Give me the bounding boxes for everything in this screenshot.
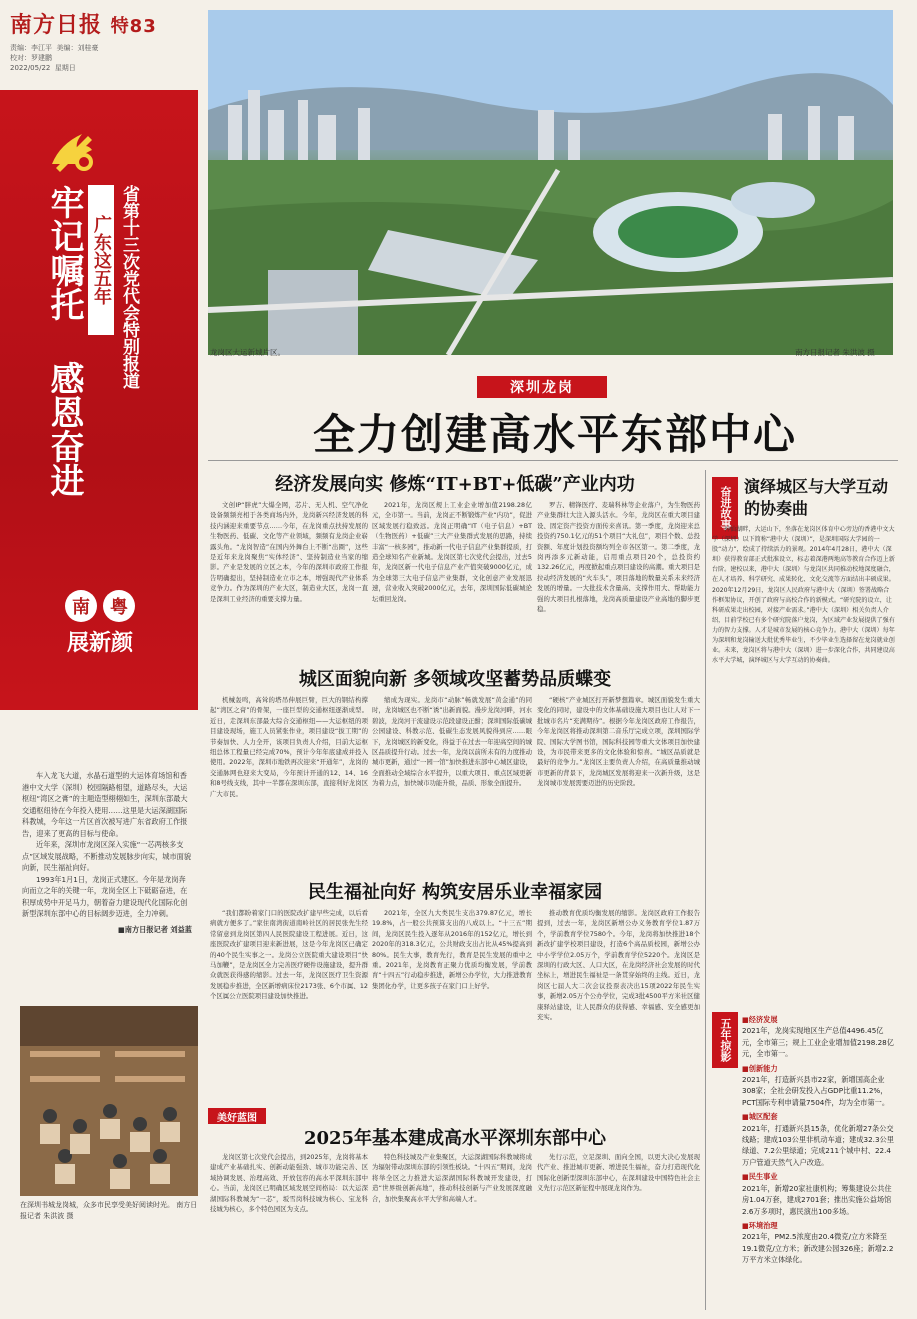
five-years-tag: 五年掠影 — [712, 1012, 738, 1068]
article-column: 缩成为现实。龙岗市“动脉”畅就发展“黄金通”的同时，龙岗城区也不断“诱”出新面貌。漫步龙岗河畔，河水碧波，龙岗河干流建设示范段建设正酣；深圳国际低碳城公园建设、科教示范、低碳生态发展风貌得到应……眼下，龙岗城区的新变化，得益于在过去一年迎高空间的城区品质提升行动。过去一年，龙岗以前所未有的力度推动城市更新，通过“一园一馆”加快推进东部中心城区建设，全面推动全域综合水平提升，以重大项目、重点区域更新为着力点，加快城市功能升级，品质、形象全面提升。 — [372, 696, 532, 788]
headline: 全力创建高水平东部中心 — [312, 410, 797, 459]
region-tag — [40, 590, 160, 657]
lede-paragraph: 车入龙飞大道，水晶石道型的大运体育场馆和香港中文大学（深圳）校园隔路相望，道路尽头，大运枢纽“湾区之膏”的主题造型栩栩如生，深圳东部最大交通枢纽待在今年投入使用……这里是大运深湖国际科教城，今年这一片区首次被写进广东省政府工作报告，迎来了更高的目标与使命。 — [22, 771, 188, 838]
fact-body: 2021年，新增20家社康机构；筹集建设公共住房1.04万套，建成2701套；推出实施公益场馆2.6万多项时，惠民演出100多场。 — [742, 1183, 892, 1216]
fact-heading: ■经济发展 — [742, 1015, 778, 1024]
article-column: 先行示范，立足深圳、面向全国，以更大决心发展现代产业、推进城市更新、增进民生福祉，奋力打造现代化国际化创新型深圳东部中心，在深圳建设中国特色社会主义先行示范区新征程中展现龙岗作为。 — [537, 1153, 700, 1193]
side-story-tag: 奋进故事 — [712, 477, 738, 539]
fact-heading: ■环境治理 — [742, 1220, 778, 1230]
fact-heading: ■民生事业 — [742, 1172, 778, 1182]
article-column: “我们都盼着家门口的医院改扩建早些完成，以后看病就方便多了。”家住南湾街道南岭社区的居民张先生经常留意到龙岗区第四人民医院建设工程进展。近日，这座医院改扩建项目迎来新进展，这是今年龙岗区已确定的40个民生实事之一。龙岗公立医院重大建设项目“快马加鞭”，是龙岗区全力完善医疗硬件设施建设，提升群众就医获得感的缩影。过去一年，龙岗区医疗卫生资源发展稳步推进，全区新增病床位2173张、6个市属、12个区属公立医院项目建设加快推进。 — [210, 909, 368, 1001]
beauty-tag: 美好蓝图 — [208, 1108, 266, 1124]
article-column: 罗吉、精锋医疗、麦瑞科林等企业落户，为生物医药产业集群壮大注入源头活水。今年，龙岗区在重大项目建设、固定资产投资方面传来喜讯。第一季度，龙岗迎来总投资约750.1亿元的51个项目“大礼包”，项目个数、总投资额、年度计划投资额均列全市各区第一。第二季度，龙岗再添多元新动能，启用重点项目20个，总投资约132.26亿元，再度掀起重点项目建设的高潮。重大项目是拉动经济发展的“火车头”，项目落地的数量关系未来经济发展的增量。一大批技术含量高、支撑作用大、帮助能力强的大项目扎根落地，龙岗高质量建设产业高地的脚步更稳。 — [537, 501, 700, 614]
lede-paragraph: 近年来，深圳市龙岗区深入实施“一芯两核多支点”区域发展战略，不断推动发展脉步向实，城市面貌向新，民生福祉向好。 — [22, 840, 192, 872]
section-title: 民生福祉向好 构筑安居乐业幸福家园 — [307, 882, 603, 903]
slogan: 牢记嘱托 感恩奋进 — [44, 185, 84, 497]
lede-paragraph: 1993年1月1日，龙岗正式建区。今年是龙岗奔向而立之年的关键一年，龙岗全区上下砥砺奋进，在积厚成势中开足马力，朝着奋力建设现代化国际化创新型深圳东部中心的目标阔步迈进，全力冲刺。 — [22, 874, 188, 918]
article-column: 特色科技城及产业集聚区，大运深湖国际科教城将成为辐射带动深圳东部的引领性板块。“十四五”期间，龙岗将举全区之力推进大运深湖国际科教城开发建设，打造“世界级创新高地”，推动科技创新与产业发展深度融合，加快集聚高水平大学和高端人才。 — [372, 1153, 532, 1203]
bookstore-photo-caption: 在深圳书城龙岗城，众多市民享受美好阅读时光。 南方日报记者 朱洪波 摄 — [20, 1201, 198, 1220]
fact-body: 2021年，龙岗实现地区生产总值4496.45亿元，全市第三；规上工业企业增加值2198.28亿元，全市第一。 — [742, 1026, 894, 1059]
report-subtitle: 省第十三次党代会特别报道 — [119, 185, 139, 389]
lede — [22, 770, 192, 935]
bookstore-photo — [20, 1006, 198, 1196]
column-divider — [705, 470, 706, 1310]
side-story-text: 神仙湖畔，大运山下，坐落在龙岗区体育中心旁边的香港中文大学（深圳）以下简称“港中大（深圳）”，是深圳国际大学园的一股“动力”，绘成了持续活力的景观。2014年4月28日，港中大（深圳）获得教育部正式批准设立，标志着深港两地高等教育合作迈上新台阶。建校以来，港中大（深圳）与龙岗区共同推动校地深度融合，在人才培养、科学研究、成果转化、文化交流等方面结出丰硕成果。2020年12月29日，龙岗区人民政府与港中大（深圳）签署战略合作框架协议，开创了政府与高校合作的新模式。“研究院的设立，让科研成果走出校园，对接产业需求。”港中大（深圳）相关负责人介绍，目前学校已有多个研究院落户龙岗，为区域产业发展提供了强有力的智力支撑。人才是城市发展的核心竞争力。港中大（深圳）每年为深圳和龙岗输送大批优秀毕业生，不少毕业生选择留在龙岗就业创业。未来，龙岗区将与港中大（深圳）进一步深化合作，共同建设高水平大学城，演绎城区与大学互动的协奏曲。 — [712, 526, 895, 665]
fact-heading: ■创新能力 — [742, 1063, 778, 1073]
side-story-title: 演绎城区与大学互动的协奏曲 — [744, 477, 889, 518]
fact-body: 2021年，PM2.5浓度由20.4微克/立方米降至19.1微克/立方米；新改建公园326座；新增2.2万平方米立体绿化。 — [742, 1232, 894, 1265]
region-char: 粤 — [103, 590, 135, 622]
kicker: 深圳龙岗 — [477, 376, 607, 398]
main-photo — [208, 10, 893, 355]
article-column: 机械轰鸣，高耸的塔吊伸展巨臂，巨大的钢结构撑起“湾区之膏”的骨架，一座巨型的交通枢纽逐渐成型。近日，走深圳东部最大综合交通枢纽——大运枢纽的项目建设现场，施工人员紧张作业，项目建设“拔工期”的节奏加快、人力全开，该项目负责人介绍，目前大运枢纽总体工程量已经完成70%，预计今年年底建成并投入使用。2022年，深圳市地铁再次迎来“开通年”，龙岗的交通脉网也迎来大变局，今年预计开通的12、14、16和8号线支线，其中一半都在深圳东部，直接利好龙岗区广大市民。 — [210, 696, 368, 798]
article-column: 2021年，龙岗区规上工业企业增加值2198.28亿元，全市第一。当前，龙岗正不断锻炼产业“内功”，促进区域发展行稳致远。龙岗正明确“IT（电子信息）+BT（生物医药）+低碳”三大产业集群式发展的思路，持续丰富“一核多园”，推动新一代电子信息产业集群提质，打造全球知名产业新城。龙岗区第七次党代会提出，过去5年，龙岗区新一代电子信息产业产值突破9000亿元，成为全球第三大电子信息产业集群，文化创意产业发展迅速，营业收入突破2000亿元，去年，深圳国际低碳城论坛重回龙岗。 — [372, 501, 532, 603]
article-column: 推动教育优质均衡发展的缩影。龙岗区政府工作报告提到，过去一年，龙岗区新增公办义务教育学位1.87万个，学前教育学位7580个。今年，龙岗将加快推进18个新改扩建学校项目建设，打造6个高品质校园，新增公办中小学学位2.05万个，学前教育学位5220个。龙岗区是深圳的行政大区、人口大区，在龙岗经济社会发展的时代坐标上，增进民生福祉是一条贯穿始终的主线。近日，龙岗区七届人大二次会议投票表决出15项2022年民生实事，新增2.05万个公办学位，完成3批4500平方米社区健康驿站建设，让人民群众的获得感、幸福感、安全感更加充实。 — [537, 909, 700, 1022]
article-column: 2021年，全区九大类民生支出379.87亿元，增长19.8%，占一般公共预算支出的八成以上。“十三五”期间，龙岗区民生投入逐年从2016年的152亿元，增长到2020年的318.3亿元，公共财政支出占比从45%提高到80%。民生大事，教育先行，教育是民生发展的重中之重。2021年，龙岗教育正聚力优质均衡发展，学前教育“十四五”行动稳步推进，新增公办学位，大力推进教育集团化办学，让更多孩子在家门口上好学。 — [372, 909, 532, 990]
fact-body: 2021年，打造新兴县市22家，新增国高企业308家；全社会研发投入占GDP比重11.2%，PCT国际专利申请量7504件，均为全市第一。 — [742, 1075, 890, 1107]
main-photo-credit: 南方日报记者 朱洪波 摄 — [795, 348, 875, 357]
newspaper-logo: 南方日报 特83 — [10, 12, 157, 38]
article-column: “硬核”产业城区打开新梦想篇章。城区面貌发生重大变化的同时，建设中的文体基础设施大项目也让人对下一批城市名片“充满期待”。根据今年龙岗区政府工作报告，今年龙岗区将推动深圳第二音乐厅完成立项，深圳国际学院、国际大学图书馆，国际科技园等重大文体项目加快建设，为市民带来更多的文化体验和惊喜。“城区品质就是最好的竞争力。”龙岗区主要负责人介绍，在高质量推动城市更新的背景下，龙岗城区发展将迎来一次新升级，这是龙岗城市发展需要迈进的历史阶段。 — [537, 696, 700, 788]
report-highlight: 广东这五年 — [88, 185, 114, 335]
article-column: 龙岗区第七次党代会提出，到2025年，龙岗将基本建成产业基础扎实、创新动能强劲、城市功能完善、区域协调发展、治理高效、开放包容的高水平深圳东部中心。当前，龙岗区已明确区域发展空间格局：以大运深湖国际科教城为“一芯”，坂雪岗科技城为核心、宝龙科技城为核心，多个特色园区为支点。 — [210, 1153, 368, 1214]
five-years-facts — [742, 1014, 897, 1269]
lede-byline: ■南方日报记者 刘益蓝 — [118, 924, 192, 934]
fact-body: 2021年，打通新兴县15条，优化新增27条公交线路；建成103公里非机动车道；建成32.3公里绿道、7.2公里绿道；完成211个城中村、22.4万户管道天然气入户改造。 — [742, 1123, 894, 1167]
masthead — [10, 8, 200, 88]
party-emblem-icon — [42, 120, 102, 180]
section-title: 2025年基本建成高水平深圳东部中心 — [303, 1128, 607, 1149]
divider — [208, 460, 898, 461]
main-photo-caption: 龙岗区大运新城片区。 — [210, 348, 285, 357]
region-title: 展新颜 — [66, 630, 133, 656]
fact-heading: ■城区配套 — [742, 1112, 778, 1122]
article-column: 文创IP“胖虎”大爆全网，芯片、无人机、空气净化设备频频亮相于各类商场内外，龙岗新兴经济发展的科技内涵迎来重要节点……今年，在龙岗重点扶持发展的生物医药、低碳、文化等产业领域，频频有龙岗企业崭露头角。“龙岗智造”在国内外舞台上不断“出圈”，这些是近年来龙岗聚焦“实体经济”、坚持制造业当家的缩影。产业是发展的立区之本，今年的深圳市政府工作报告明确提出，坚持制造业立市之本，增强现代产业体系竞争力。作为深圳的产业大区，制造业大区，龙岗一直是深圳工业经济的重要支撑力量。 — [210, 501, 368, 603]
section-title: 城区面貌向新 多领域攻坚蓄势品质蝶变 — [298, 669, 612, 690]
masthead-meta: 责编：李江平 美编：刘桂豪 校对：罗建鹏 2022/05/22 星期日 — [10, 44, 99, 72]
region-char: 南 — [65, 590, 97, 622]
section-title: 经济发展向实 修炼“IT+BT+低碳”产业内功 — [275, 474, 635, 495]
